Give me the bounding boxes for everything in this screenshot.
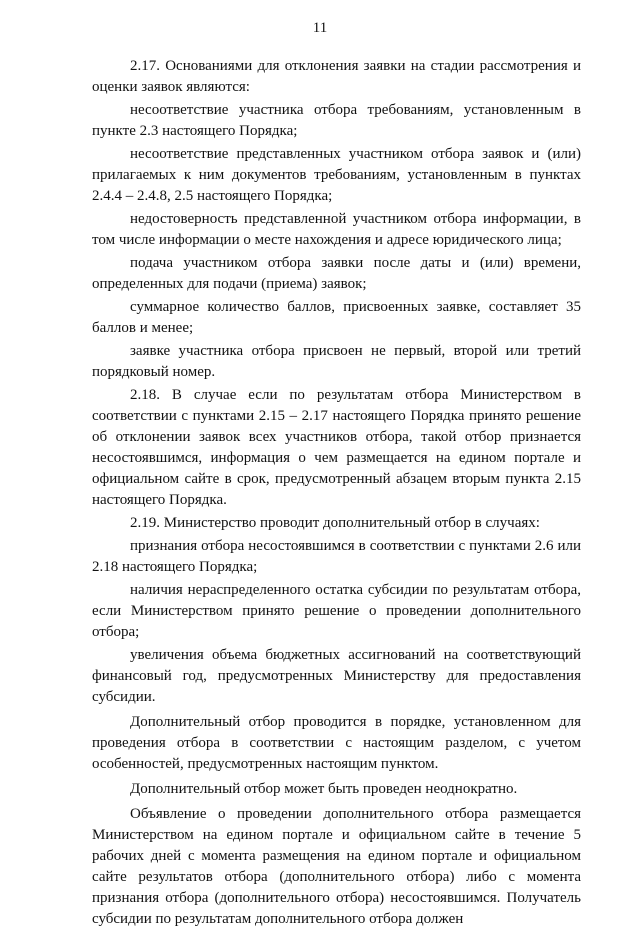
paragraph-item-late-submission: подача участником отбора заявки после даты и (или) времени, определенных для подачи (приема) заявок;: [92, 255, 581, 292]
paragraph-additional-procedure: Дополнительный отбор проводится в порядке, установленном для проведения отбора в соответствии с настоящим разделом, с учетом особенностей, предусмотренных настоящим пунктом.: [92, 714, 581, 772]
paragraph-2-18: 2.18. В случае если по результатам отбора Министерством в соответствии с пунктами 2.15 – 2.17 настоящего Порядка принято решение об отклонении заявок всех участников отбора, такой отбор признается несостоявшимся, информация о чем размещается на едином портале и официальном сайте в срок, предусмотренный абзацем вторым пункта 2.15 настоящего Порядка.: [92, 387, 581, 508]
page-number: 11: [312, 20, 328, 36]
paragraph-additional-repeat: Дополнительный отбор может быть проведен неоднократно.: [130, 781, 518, 797]
paragraph-item-requirements: несоответствие участника отбора требованиям, установленным в пункте 2.3 настоящего Порядка;: [92, 102, 581, 139]
paragraph-item-documents: несоответствие представленных участником отбора заявок и (или) прилагаемых к ним документов требованиям, установленным в пунктах 2.4.4 – 2.4.8, 2.5 настоящего Порядка;: [92, 146, 581, 204]
paragraph-2-17-intro: 2.17. Основаниями для отклонения заявки на стадии рассмотрения и оценки заявок являются:: [92, 58, 581, 95]
paragraph-item-unreliable-info: недостоверность представленной участником отбора информации, в том числе информации о месте нахождения и адресе юридического лица;: [92, 211, 581, 248]
paragraph-case-remaining-subsidy: наличия нераспределенного остатка субсидии по результатам отбора, если Министерством принято решение о проведении дополнительного отбора;: [92, 582, 581, 640]
paragraph-announcement: Объявление о проведении дополнительного отбора размещается Министерством на едином портале и официальном сайте в течение 5 рабочих дней с момента размещения на едином портале и официальном сайте результатов отбора (дополнительного отбора) либо с момента признания отбора (дополнительного отбора) несостоявшимся. Получатель субсидии по результатам дополнительного отбора должен: [92, 806, 581, 927]
paragraph-case-budget-increase: увеличения объема бюджетных ассигнований на соответствующий финансовый год, предусмотренных Министерству для предоставления субсидии.: [92, 647, 581, 705]
paragraph-2-19-intro: 2.19. Министерство проводит дополнительный отбор в случаях:: [130, 515, 540, 531]
paragraph-item-rank: заявке участника отбора присвоен не первый, второй или третий порядковый номер.: [92, 343, 581, 380]
paragraph-item-score: суммарное количество баллов, присвоенных заявке, составляет 35 баллов и менее;: [92, 299, 581, 336]
document-body: [92, 56, 581, 930]
paragraph-case-failed-selection: признания отбора несостоявшимся в соответствии с пунктами 2.6 или 2.18 настоящего Порядка;: [92, 538, 581, 575]
